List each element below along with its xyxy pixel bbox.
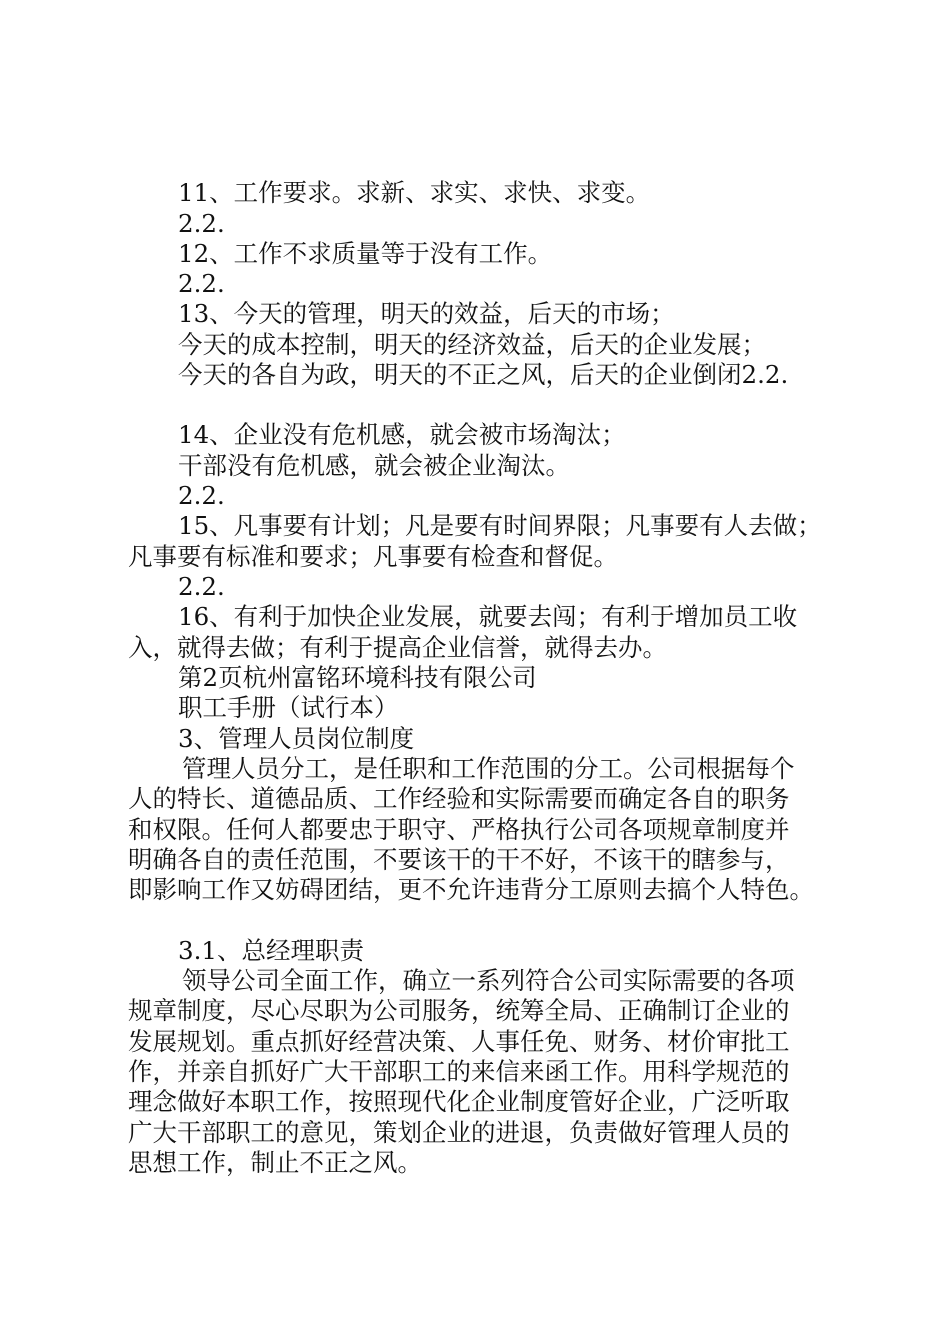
text-line: 2.2. <box>178 572 225 601</box>
text-line: 11、工作要求。求新、求实、求快、求变。 <box>178 178 651 207</box>
text-line: 职工手册（试行本） <box>178 693 399 722</box>
text-line: 2.2. <box>178 209 225 238</box>
text-line: 13、今天的管理，明天的效益，后天的市场； <box>178 299 675 328</box>
text-line: 思想工作，制止不正之风。 <box>128 1148 422 1177</box>
section-heading: 3、管理人员岗位制度 <box>178 724 415 753</box>
text-line: 入，就得去做；有利于提高企业信誉，就得去办。 <box>128 633 667 662</box>
text-line: 今天的各自为政，明天的不正之风，后天的企业倒闭2.2. <box>178 360 789 389</box>
text-line: 作，并亲自抓好广大干部职工的来信来函工作。用科学规范的 <box>128 1057 790 1086</box>
text-line: 15、凡事要有计划；凡是要有时间界限；凡事要有人去做； <box>178 511 822 540</box>
text-line: 理念做好本职工作，按照现代化企业制度管好企业，广泛听取 <box>128 1087 790 1116</box>
section-heading: 3.1、总经理职责 <box>178 936 364 965</box>
text-line: 干部没有危机感，就会被企业淘汰。 <box>178 451 570 480</box>
text-line: 12、工作不求质量等于没有工作。 <box>178 239 553 268</box>
text-line: 发展规划。重点抓好经营决策、人事任免、财务、材价审批工 <box>128 1027 790 1056</box>
text-line: 2.2. <box>178 269 225 298</box>
text-line: 14、企业没有危机感，就会被市场淘汰； <box>178 420 626 449</box>
text-line: 凡事要有标准和要求；凡事要有检查和督促。 <box>128 542 618 571</box>
text-line: 即影响工作又妨碍团结，更不允许违背分工原则去搞个人特色。 <box>128 875 814 904</box>
text-line: 今天的成本控制，明天的经济效益，后天的企业发展； <box>178 330 766 359</box>
text-line: 明确各自的责任范围，不要该干的干不好，不该干的瞎参与， <box>128 845 790 874</box>
text-line: 人的特长、道德品质、工作经验和实际需要而确定各自的职务 <box>128 784 790 813</box>
text-line: 2.2. <box>178 481 225 510</box>
text-line: 管理人员分工，是任职和工作范围的分工。公司根据每个 <box>182 754 795 783</box>
text-line: 规章制度，尽心尽职为公司服务，统筹全局、正确制订企业的 <box>128 996 790 1025</box>
text-line: 16、有利于加快企业发展，就要去闯；有利于增加员工收 <box>178 602 798 631</box>
text-line: 第2页杭州富铭环境科技有限公司 <box>178 663 537 692</box>
text-line: 和权限。任何人都要忠于职守、严格执行公司各项规章制度并 <box>128 815 790 844</box>
text-line: 广大干部职工的意见，策划企业的进退，负责做好管理人员的 <box>128 1118 790 1147</box>
text-line: 领导公司全面工作，确立一系列符合公司实际需要的各项 <box>182 966 795 995</box>
